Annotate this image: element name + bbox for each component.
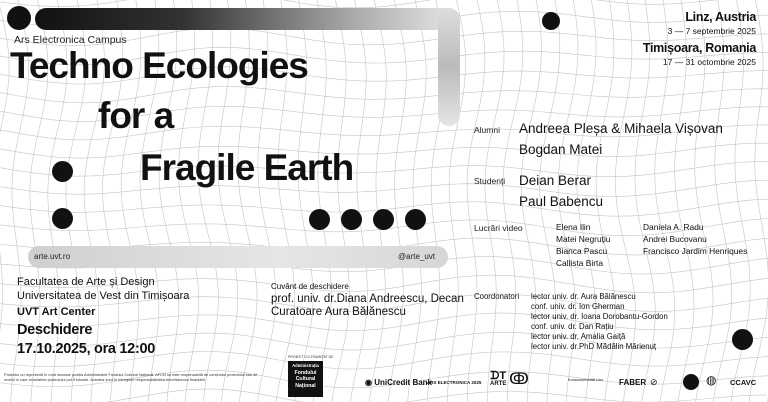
video-artist: Daniela A. Radu bbox=[643, 222, 704, 232]
faculty-line-1: Facultatea de Arte și Design bbox=[17, 276, 155, 288]
circle-logo bbox=[706, 373, 716, 387]
dot-left-2 bbox=[52, 208, 73, 229]
afcn-logo-line: Național bbox=[295, 382, 316, 389]
speech-label: Cuvânt de deschidere bbox=[271, 282, 349, 291]
uvt-icon: ᗪT bbox=[490, 370, 507, 382]
video-label: Lucrări video bbox=[474, 223, 523, 233]
dot-top-right bbox=[542, 12, 560, 30]
students-label: Studenți bbox=[474, 176, 506, 186]
alumni-name-2: Bogdan Matei bbox=[519, 142, 603, 157]
dot-row-3 bbox=[373, 209, 394, 230]
video-artist: Elena Ilin bbox=[556, 222, 591, 232]
circle-icon: ◍ bbox=[706, 373, 717, 387]
opening-label: Deschidere bbox=[17, 322, 93, 338]
funding-caption: PROIECT CO-FINANȚAT DE bbox=[288, 355, 334, 359]
institute-logo bbox=[650, 377, 658, 388]
title-line-2: for a bbox=[98, 95, 174, 136]
dot-bottom-right bbox=[732, 329, 753, 350]
student-name-1: Deian Berar bbox=[519, 173, 592, 188]
unicredit-icon: ◉ bbox=[365, 378, 372, 387]
coordinator: lector univ. dr. Aura Bălănescu bbox=[531, 292, 636, 301]
dot-top-left bbox=[7, 6, 31, 30]
opening-datetime: 17.10.2025, ora 12:00 bbox=[17, 341, 156, 357]
location-city: Timișoara, Romania bbox=[642, 41, 756, 55]
kunstuni-logo: Kunstuniversität Linz bbox=[568, 378, 604, 382]
alumni-name-1: Andreea Pleșa & Mihaela Vișovan bbox=[519, 121, 723, 136]
ars-electronica-logo: ARS ELECTRONICA 2025 bbox=[427, 380, 482, 385]
location-dates: 3 — 7 septembrie 2025 bbox=[667, 26, 756, 36]
coordinator: lector univ. dr.PhD Mădălin Mărienuț bbox=[531, 342, 657, 351]
location-city: Linz, Austria bbox=[685, 10, 756, 24]
arte-logo bbox=[490, 371, 506, 387]
anniversary-icon: ↂ bbox=[509, 371, 529, 388]
dot-row-2 bbox=[341, 209, 362, 230]
location-dates: 17 — 31 octombrie 2025 bbox=[662, 57, 756, 67]
faculty-line-2: Universitatea de Vest din Timișoara bbox=[17, 290, 190, 302]
ccavc-logo: CCAVC bbox=[730, 378, 757, 387]
anniversary-logo bbox=[509, 369, 529, 389]
venue: UVT Art Center bbox=[17, 306, 96, 318]
coordinator: conf. univ. dr. Ion Gherman bbox=[531, 302, 625, 311]
location-timisoara bbox=[643, 41, 756, 67]
video-artist: Andrei Bucovanu bbox=[643, 234, 707, 244]
sponsor-name: ARTE bbox=[490, 381, 507, 387]
coordinator: lector univ. dr. Amalia Gaiță bbox=[531, 332, 626, 341]
right-bar bbox=[438, 8, 460, 126]
location-linz bbox=[668, 10, 756, 36]
video-artist: Callista Birta bbox=[556, 258, 604, 268]
disclaimer: Proiectul nu reprezintă în mod necesar poziția Administrației Fondului Cultural Național. AFCN nu este responsabilă de conținutul proiectului sau de modul în care rezultatele proiectului pot fi folosite. Acestea sunt în întregime responsabilitatea beneficiarului finanțării. bbox=[4, 372, 258, 382]
faber-logo: FABER bbox=[619, 378, 647, 387]
title-line-1: Techno Ecologies bbox=[10, 45, 308, 86]
coordinator: conf. univ. dr. Dan Rațiu bbox=[531, 322, 614, 331]
ff-logo bbox=[683, 374, 699, 390]
institute-icon: ⊘ bbox=[650, 377, 658, 387]
video-artist: Francisco Jardim Henriques bbox=[643, 246, 748, 256]
student-name-2: Paul Babencu bbox=[519, 194, 604, 209]
afcn-logo-line: Administrația bbox=[292, 363, 319, 368]
speech-line-1: prof. univ. dr.Diana Andreescu, Decan bbox=[271, 293, 464, 305]
video-artist: Bianca Pascu bbox=[556, 246, 608, 256]
coordinators-label: Coordonatori bbox=[474, 292, 520, 301]
top-bar bbox=[35, 8, 460, 30]
unicredit-logo bbox=[365, 378, 432, 387]
dot-row-4 bbox=[405, 209, 426, 230]
info-band bbox=[28, 246, 448, 268]
video-artist: Matei Negruțiu bbox=[556, 234, 611, 244]
afcn-logo bbox=[288, 361, 323, 397]
sponsor-name: UniCredit Bank bbox=[374, 378, 433, 387]
afcn-logo-line: Fondului bbox=[294, 369, 317, 376]
alumni-label: Alumni bbox=[474, 125, 500, 135]
dot-row-1 bbox=[309, 209, 330, 230]
social-handle[interactable]: @arte_uvt bbox=[398, 252, 436, 261]
dot-left-1 bbox=[52, 161, 73, 182]
website-link[interactable]: arte.uvt.ro bbox=[34, 252, 71, 261]
afcn-logo-line: Cultural bbox=[295, 376, 316, 383]
speech-line-2: Curatoare Aura Bălănescu bbox=[271, 306, 406, 318]
coordinator: lector univ. dr. Ioana Dorobantu-Gordon bbox=[531, 312, 668, 321]
campus-label: Ars Electronica Campus bbox=[14, 34, 127, 46]
title-line-3: Fragile Earth bbox=[140, 147, 354, 188]
